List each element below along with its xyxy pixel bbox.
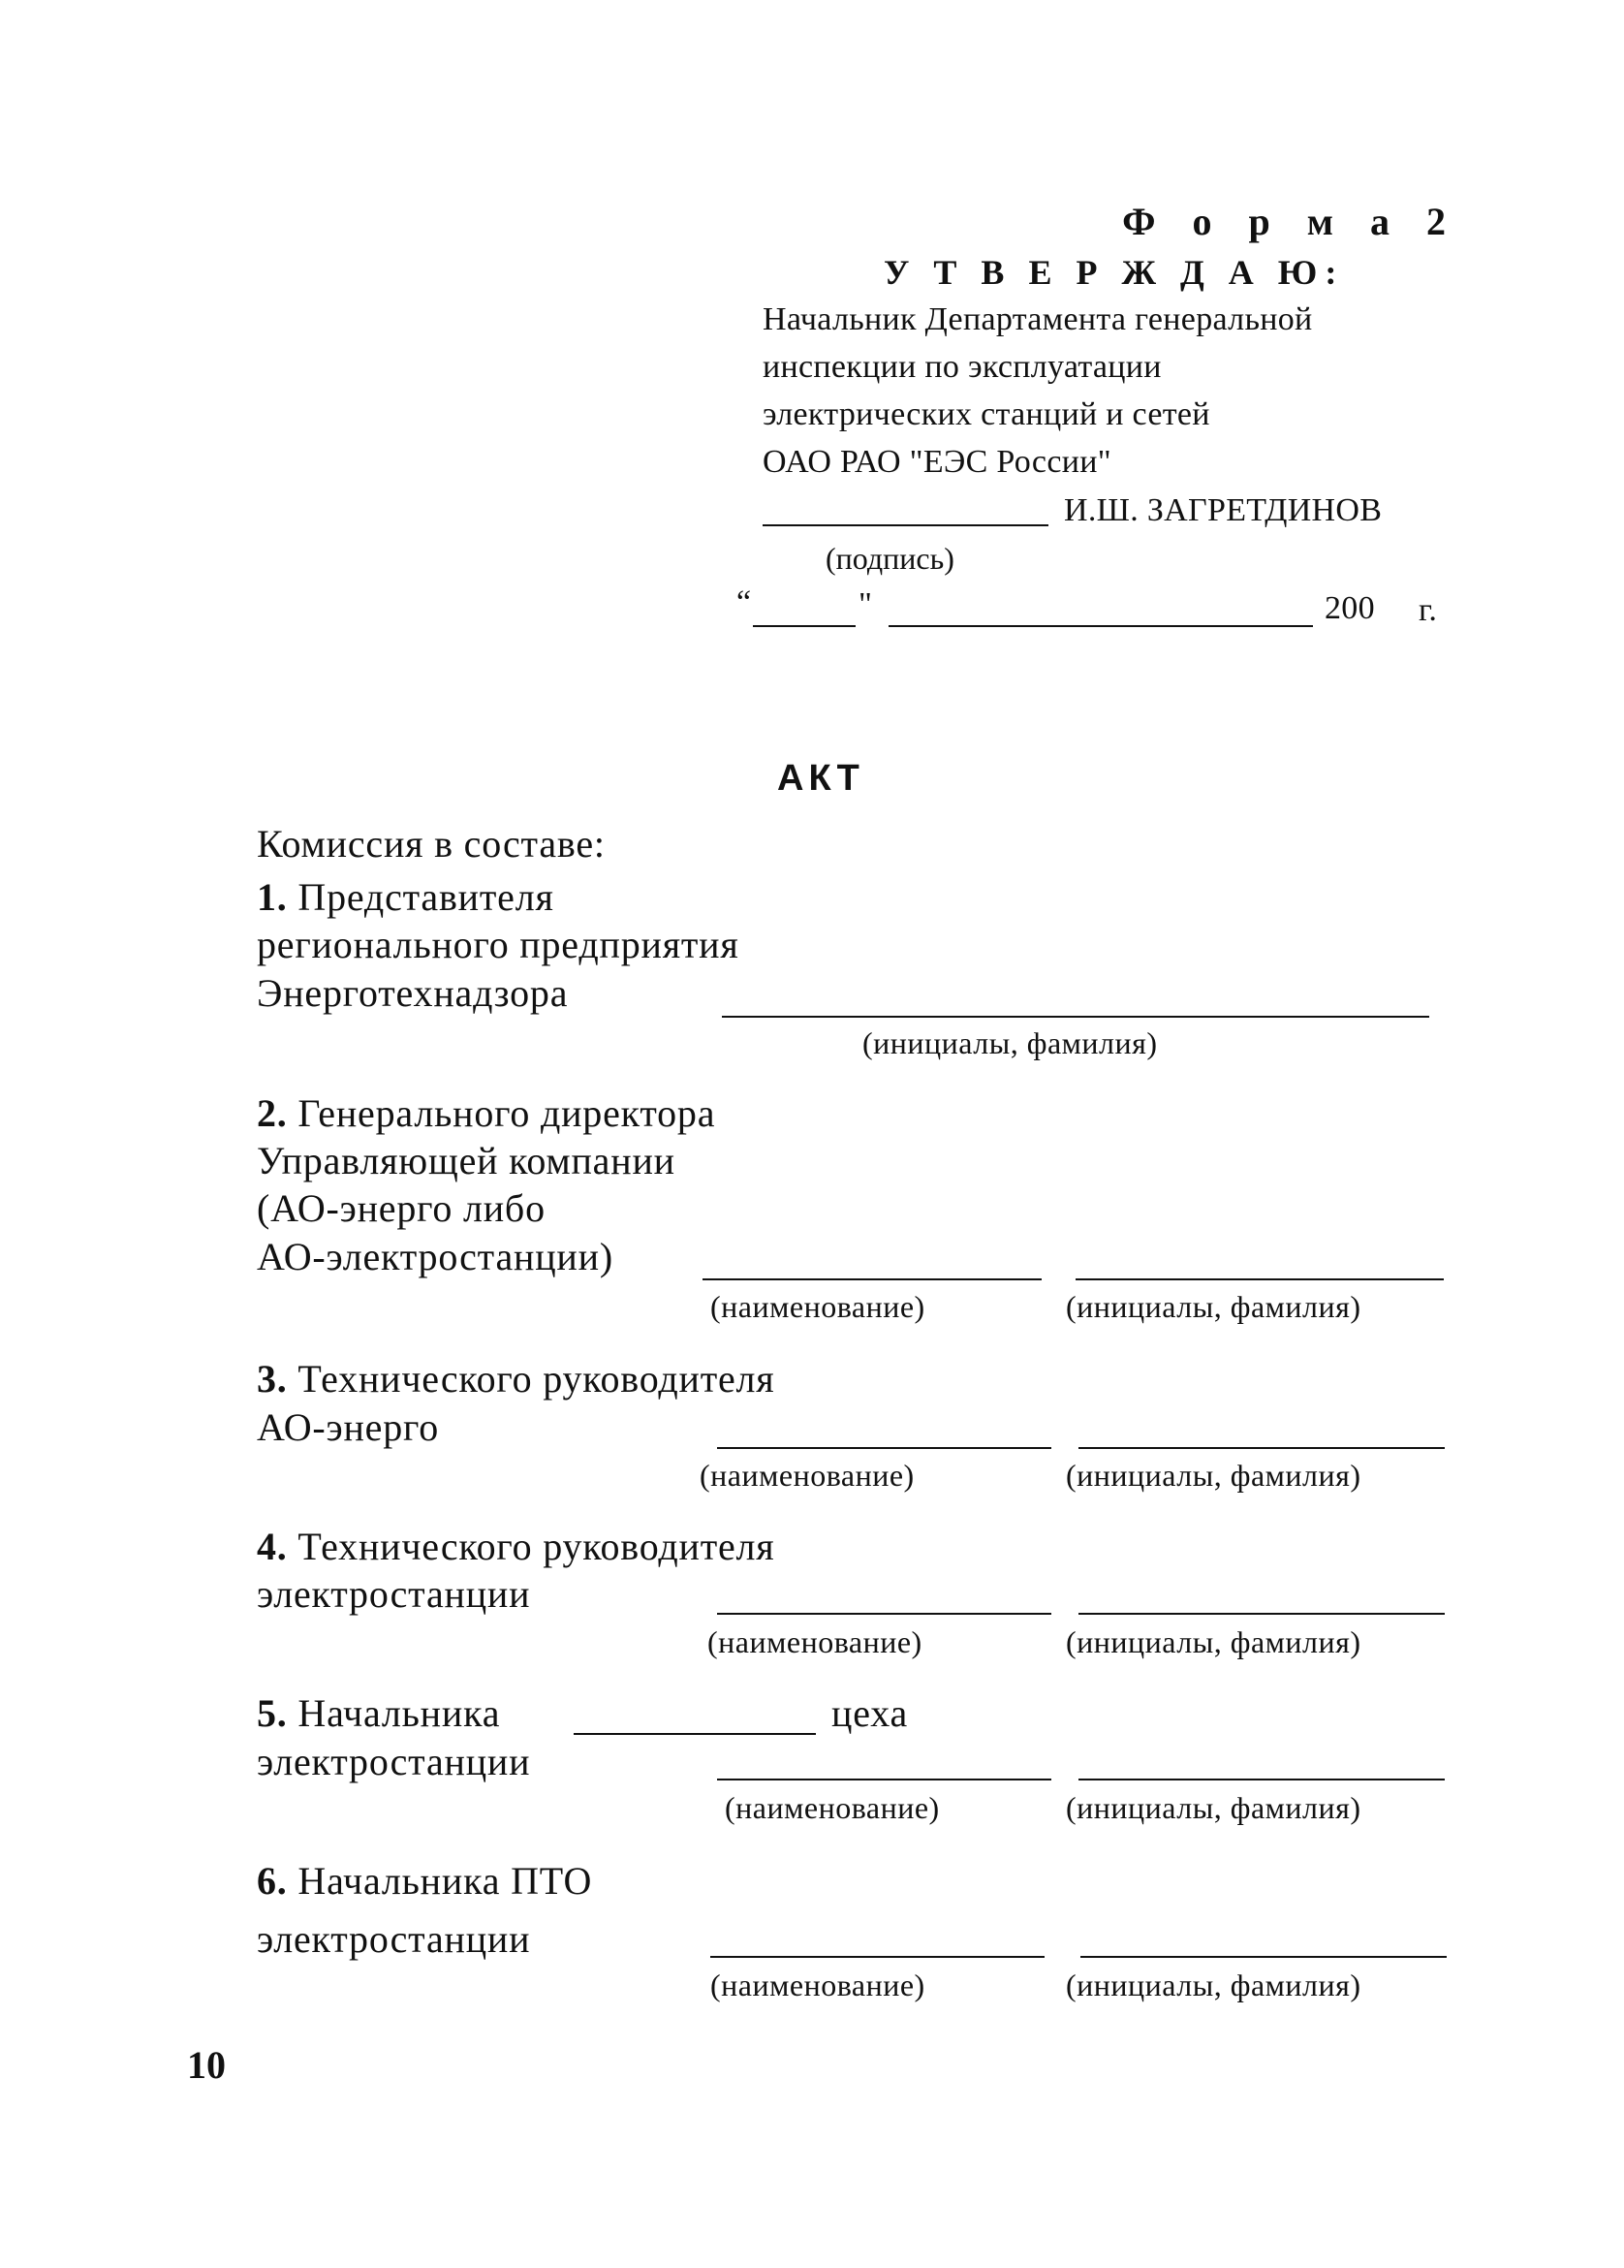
date-quote-open: “ bbox=[736, 584, 752, 620]
member-2-org-line[interactable] bbox=[703, 1278, 1042, 1280]
member-3-name-line[interactable] bbox=[1078, 1447, 1445, 1449]
member-3-line-2: АО-энерго bbox=[257, 1405, 440, 1449]
member-6-line-1: 6. Начальника ПТО bbox=[257, 1859, 593, 1903]
member-5-org-caption: (наименование) bbox=[725, 1790, 940, 1825]
approver-line-2: инспекции по эксплуатации bbox=[763, 349, 1162, 385]
member-6-number: 6. bbox=[257, 1859, 288, 1903]
member-2-line-3: (АО-энерго либо bbox=[257, 1186, 546, 1230]
member-2-number: 2. bbox=[257, 1091, 288, 1135]
approver-line-4: ОАО РАО "ЕЭС России" bbox=[763, 444, 1111, 480]
member-6-line-2: электростанции bbox=[257, 1917, 531, 1961]
member-5-line-1: 5. Начальника bbox=[257, 1691, 501, 1735]
approver-line-3: электрических станций и сетей bbox=[763, 396, 1210, 432]
member-2-org-caption: (наименование) bbox=[710, 1289, 925, 1324]
year-text: 200 bbox=[1325, 590, 1375, 626]
member-4-number: 4. bbox=[257, 1525, 288, 1568]
member-1-name-line[interactable] bbox=[722, 1016, 1429, 1018]
member-4-line-1: 4. Технического руководителя bbox=[257, 1525, 775, 1568]
member-6-name-line[interactable] bbox=[1080, 1956, 1447, 1958]
approver-line-1: Начальник Департамента генеральной bbox=[763, 301, 1313, 337]
member-2-name-line[interactable] bbox=[1076, 1278, 1444, 1280]
member-5-tail: цеха bbox=[831, 1691, 909, 1735]
member-5-name-line[interactable] bbox=[1078, 1779, 1445, 1780]
form-label: Ф о р м а 2 bbox=[1122, 200, 1459, 243]
date-day-line[interactable] bbox=[753, 625, 856, 627]
member-6-org-caption: (наименование) bbox=[710, 1968, 925, 2002]
date-month-line[interactable] bbox=[889, 625, 1313, 627]
member-5-name-caption: (инициалы, фамилия) bbox=[1066, 1790, 1361, 1825]
page-number: 10 bbox=[187, 2043, 226, 2087]
member-2-line-1: 2. Генерального директора bbox=[257, 1091, 716, 1135]
member-6-name-caption: (инициалы, фамилия) bbox=[1066, 1968, 1361, 2002]
signature-caption: (подпись) bbox=[826, 541, 954, 576]
member-4-name-line[interactable] bbox=[1078, 1613, 1445, 1615]
commission-intro: Комиссия в составе: bbox=[257, 822, 606, 866]
member-5-org-line[interactable] bbox=[717, 1779, 1051, 1780]
member-3-org-caption: (наименование) bbox=[700, 1458, 915, 1493]
member-4-name-caption: (инициалы, фамилия) bbox=[1066, 1624, 1361, 1659]
member-3-org-line[interactable] bbox=[717, 1447, 1051, 1449]
member-2-line-2: Управляющей компании bbox=[257, 1139, 675, 1182]
member-1-name-caption: (инициалы, фамилия) bbox=[862, 1025, 1158, 1060]
member-4-org-caption: (наименование) bbox=[707, 1624, 922, 1659]
member-2-name-caption: (инициалы, фамилия) bbox=[1066, 1289, 1361, 1324]
member-4-org-line[interactable] bbox=[717, 1613, 1051, 1615]
member-5-workshop-line[interactable] bbox=[574, 1733, 816, 1735]
member-3-name-caption: (инициалы, фамилия) bbox=[1066, 1458, 1361, 1493]
member-1-line-1: 1. Представителя bbox=[257, 875, 554, 919]
approver-name: И.Ш. ЗАГРЕТДИНОВ bbox=[1064, 492, 1383, 528]
approve-label: У Т В Е Р Ж Д А Ю: bbox=[884, 253, 1345, 292]
member-1-line-2: регионального предприятия bbox=[257, 923, 739, 966]
member-6-org-line[interactable] bbox=[710, 1956, 1045, 1958]
member-3-line-1: 3. Технического руководителя bbox=[257, 1357, 775, 1401]
member-5-number: 5. bbox=[257, 1691, 288, 1735]
member-1-number: 1. bbox=[257, 875, 288, 919]
member-2-line-4: АО-электростанции) bbox=[257, 1235, 613, 1278]
member-3-number: 3. bbox=[257, 1357, 288, 1401]
member-5-line-2: электростанции bbox=[257, 1740, 531, 1783]
member-1-line-3: Энерготехнадзора bbox=[257, 971, 569, 1015]
act-title: АКТ bbox=[777, 758, 864, 799]
date-quote-close: " bbox=[859, 586, 873, 622]
year-suffix: г. bbox=[1419, 592, 1438, 628]
signature-line[interactable] bbox=[763, 524, 1048, 526]
member-4-line-2: электростанции bbox=[257, 1572, 531, 1616]
